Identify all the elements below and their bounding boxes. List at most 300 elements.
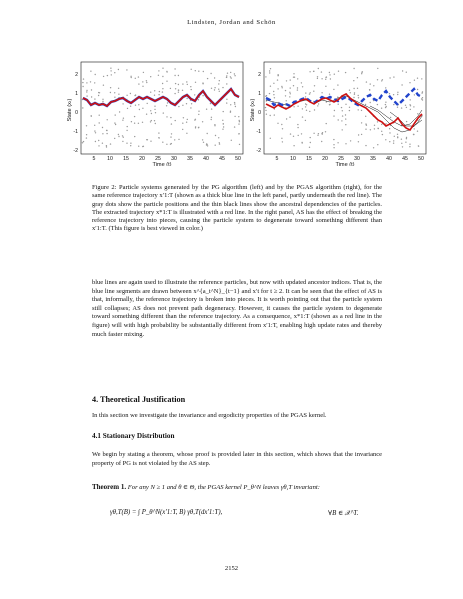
y-tick-labels [256, 72, 261, 154]
particle-dot [394, 136, 395, 137]
particle-dot [122, 141, 123, 142]
particle-dot [273, 91, 274, 92]
particle-dot [146, 114, 147, 115]
particle-dot [142, 81, 143, 82]
particle-dot [110, 143, 111, 144]
particle-dot [142, 86, 143, 87]
particle-dot [206, 143, 207, 144]
particle-dot [131, 121, 132, 122]
particle-dot [417, 89, 418, 90]
subsection-body: We begin by stating a theorem, whose proof is provided later in this section, which shows that the invariance property of PG is not violated by the AS step. [92, 451, 382, 467]
particle-dot [171, 123, 172, 124]
particle-dot [341, 107, 342, 108]
particle-dot [150, 92, 151, 93]
particle-dot [182, 129, 183, 130]
particle-dot [297, 124, 298, 125]
particle-dot [219, 143, 220, 144]
x-axis-label: Time (t) [335, 162, 355, 166]
particle-dot [393, 94, 394, 95]
particle-dot [155, 112, 156, 113]
particle-dot [414, 94, 415, 95]
particle-dot [386, 106, 387, 107]
particle-dot [234, 75, 235, 76]
particle-dot [286, 100, 287, 101]
particle-dot [365, 129, 366, 130]
particle-dot [147, 103, 148, 104]
particle-dot [277, 74, 278, 75]
particle-dot [215, 145, 216, 146]
running-header: Lindsten, Jordan and Schön [187, 19, 276, 26]
particle-dot [111, 74, 112, 75]
particle-dot [94, 98, 95, 99]
particle-dot [194, 94, 195, 95]
subsection-title: 4.1 Stationary Distribution [92, 432, 175, 440]
particle-dot [114, 92, 115, 93]
x-tick-label: 20 [322, 156, 328, 162]
particle-dot [345, 104, 346, 105]
particle-dot [298, 135, 299, 136]
particle-dot [230, 72, 231, 73]
particle-dot [401, 107, 402, 108]
particle-dot [270, 86, 271, 87]
particle-dot [103, 85, 104, 86]
section-intro: In this section we investigate the invariance and ergodicity properties of the PGAS kernel. [92, 412, 327, 419]
particle-dot [130, 93, 131, 94]
particle-dot [333, 144, 334, 145]
particle-dot [138, 83, 139, 84]
particle-dot [146, 82, 147, 83]
particle-dot [313, 71, 314, 72]
equation-main: γθ,T(B) = ∫ P_θ^N(x′1:T, B) γθ,T(dx′1:T), [110, 509, 223, 516]
particle-dot [138, 76, 139, 77]
particle-dot [191, 89, 192, 90]
particle-dot [341, 120, 342, 121]
particle-dot [159, 91, 160, 92]
particle-dot [207, 133, 208, 134]
x-tick-label: 45 [219, 156, 225, 162]
particle-dot [293, 85, 294, 86]
particle-dot [162, 76, 163, 77]
particle-dot [270, 138, 271, 139]
particle-dot [374, 125, 375, 126]
x-tick-label: 25 [338, 156, 344, 162]
particle-dot [286, 118, 287, 119]
particle-dot [282, 141, 283, 142]
particle-dot [206, 109, 207, 110]
particle-dot [370, 102, 371, 103]
particle-dot [103, 76, 104, 77]
particle-dot [270, 68, 271, 69]
y-tick-label: 2 [258, 72, 261, 78]
particle-dot [170, 117, 171, 118]
particle-dot [302, 108, 303, 109]
particle-dot [334, 74, 335, 75]
particle-dot [150, 76, 151, 77]
particle-dot [342, 129, 343, 130]
particle-dot [190, 107, 191, 108]
y-tick-label: -1 [73, 129, 78, 135]
particle-dot [321, 133, 322, 134]
particle-dot [226, 99, 227, 100]
particle-dot [167, 102, 168, 103]
figure-caption-label: Figure 2: [92, 184, 117, 191]
x-tick-label: 5 [275, 156, 279, 162]
particle-dot [202, 83, 203, 84]
particle-dot [358, 109, 359, 110]
particle-dot [202, 95, 203, 96]
particle-dot [182, 105, 183, 106]
particle-dot [166, 81, 167, 82]
particle-dot [401, 84, 402, 85]
particle-dot [350, 92, 351, 93]
particle-dot [118, 69, 119, 70]
particle-dot [321, 71, 322, 72]
particle-dot [289, 117, 290, 118]
particle-dot [239, 144, 240, 145]
particle-dot [385, 139, 386, 140]
particle-dot [126, 130, 127, 131]
particle-dot [98, 95, 99, 96]
particle-dot [211, 108, 212, 109]
particle-dot [114, 97, 115, 98]
particle-dot [413, 106, 414, 107]
particle-dot [282, 87, 283, 88]
x-tick-label: 50 [418, 156, 424, 162]
particle-dot [83, 141, 84, 142]
particle-dot [90, 81, 91, 82]
particle-dot [126, 143, 127, 144]
particle-dot [214, 77, 215, 78]
particle-dot [215, 135, 216, 136]
theorem-text: For any N ≥ 1 and θ ∈ Θ, the PGAS kernel P_θ^N leaves γθ,T invariant: [127, 484, 320, 491]
particle-dot [277, 79, 278, 80]
particle-dot [406, 107, 407, 108]
particle-dot [151, 120, 152, 121]
particle-dot [333, 89, 334, 90]
particle-dot [417, 78, 418, 79]
particle-dot [381, 124, 382, 125]
particle-dot [86, 134, 87, 135]
particle-dot [234, 103, 235, 104]
particle-dot [219, 142, 220, 143]
particle-dot [373, 147, 374, 148]
particle-dot [190, 86, 191, 87]
particle-dot [122, 120, 123, 121]
particle-dot [317, 135, 318, 136]
particle-dot [122, 135, 123, 136]
particle-dot [102, 99, 103, 100]
particle-dot [238, 116, 239, 117]
particle-dot [406, 121, 407, 122]
particle-dot [178, 84, 179, 85]
particle-dot [150, 141, 151, 142]
figure-caption-text: Particle systems generated by the PG algorithm (left) and by the PGAS algorithm (right), for the same reference trajectory x′1:T (shown as a thick blue line in the left panel, partly underneath the red line). The gray dots show the particle positions and the thin black lines show the ancestral dependencies of the particles. The extracted trajectory x*1:T is illustrated with a red line. In the right panel, AS has the effect of breaking the reference trajectory into pieces, causing the particle system to degenerate toward something different than x′1:T. (This figure is best viewed in color.) [92, 184, 382, 233]
particle-dot [223, 111, 224, 112]
particle-dot [377, 68, 378, 69]
particle-dot [219, 80, 220, 81]
particle-dot [118, 134, 119, 135]
particle-dot [309, 93, 310, 94]
particle-dot [290, 79, 291, 80]
particle-dot [175, 120, 176, 121]
particle-dot [330, 78, 331, 79]
particle-dot [277, 123, 278, 124]
particle-dot [239, 120, 240, 121]
particle-dot [98, 145, 99, 146]
particle-dot [321, 78, 322, 79]
particle-dot [410, 109, 411, 110]
particle-dot [126, 69, 127, 70]
particle-dot [102, 133, 103, 134]
x-tick-label: 30 [171, 156, 177, 162]
particle-dot [159, 137, 160, 138]
particle-dot [102, 101, 103, 102]
particle-dot [175, 83, 176, 84]
particle-dot [297, 89, 298, 90]
particle-dot [211, 88, 212, 89]
particle-dot [154, 95, 155, 96]
particle-dot [314, 85, 315, 86]
particle-dot [274, 97, 275, 98]
particle-dot [86, 137, 87, 138]
particle-dot [402, 70, 403, 71]
particle-dot [301, 82, 302, 83]
particle-dot [90, 71, 91, 72]
particle-dot [110, 87, 111, 88]
particle-dot [86, 82, 87, 83]
particle-dot [130, 143, 131, 144]
particle-dot [174, 93, 175, 94]
particle-dot [186, 103, 187, 104]
particle-dot [290, 87, 291, 88]
particle-dot [358, 134, 359, 135]
particle-dot [329, 72, 330, 73]
particle-dot [106, 130, 107, 131]
particle-dot [182, 123, 183, 124]
particle-dot [186, 122, 187, 123]
particle-dot [195, 127, 196, 128]
particle-dot [202, 139, 203, 140]
particle-dot [354, 94, 355, 95]
x-tick-label: 10 [290, 156, 296, 162]
particle-dot [222, 120, 223, 121]
particle-dot [361, 134, 362, 135]
particle-dot [118, 94, 119, 95]
particle-dot [350, 140, 351, 141]
x-tick-label: 10 [107, 156, 113, 162]
figure-panel-right [250, 60, 428, 166]
particle-dot [146, 139, 147, 140]
particle-dot [130, 145, 131, 146]
particle-dot [329, 104, 330, 105]
particle-dot [406, 137, 407, 138]
particle-dot [314, 109, 315, 110]
particle-dot [110, 70, 111, 71]
particle-dot [382, 134, 383, 135]
particle-dot [377, 104, 378, 105]
particle-dot [158, 94, 159, 95]
particle-dot [393, 104, 394, 105]
particle-dot [174, 75, 175, 76]
particle-dot [198, 127, 199, 128]
particle-dot [422, 97, 423, 98]
particle-dot [114, 138, 115, 139]
particle-dot [421, 98, 422, 99]
particle-dot [293, 106, 294, 107]
particle-dot [318, 103, 319, 104]
particle-dot [293, 73, 294, 74]
particle-dot [414, 128, 415, 129]
particle-dot [102, 127, 103, 128]
particle-dot [310, 137, 311, 138]
particle-dot [318, 133, 319, 134]
particle-dot [297, 127, 298, 128]
particle-dot [162, 83, 163, 84]
particle-dot [110, 68, 111, 69]
particle-dot [361, 72, 362, 73]
particle-dot [123, 118, 124, 119]
particle-dot [138, 104, 139, 105]
particle-dot [270, 115, 271, 116]
particle-dot [390, 117, 391, 118]
particle-dot [385, 104, 386, 105]
particle-dot [361, 122, 362, 123]
particle-dot [345, 114, 346, 115]
particle-dot [349, 110, 350, 111]
particle-dot [94, 82, 95, 83]
particle-dot [158, 132, 159, 133]
particle-dot [166, 105, 167, 106]
y-tick-label: 1 [75, 91, 78, 97]
particle-dot [187, 119, 188, 120]
particle-dot [329, 74, 330, 75]
y-axis-label: State (xₜ) [250, 98, 256, 122]
particle-dot [326, 101, 327, 102]
particle-dot [218, 83, 219, 84]
particle-dot [317, 105, 318, 106]
particle-dot [115, 114, 116, 115]
particle-dot [333, 115, 334, 116]
particle-dot [393, 143, 394, 144]
particle-dot [142, 122, 143, 123]
particle-dot [226, 77, 227, 78]
particle-dot [95, 141, 96, 142]
particle-dot [106, 145, 107, 146]
y-axis-label: State (xₜ) [67, 98, 73, 122]
particle-dot [333, 147, 334, 148]
x-axis-label: Time (t) [152, 162, 172, 166]
particle-dot [94, 125, 95, 126]
x-tick-label: 50 [235, 156, 241, 162]
particle-dot [414, 80, 415, 81]
particle-dot [106, 133, 107, 134]
particle-dot [337, 97, 338, 98]
particle-dot [309, 111, 310, 112]
particle-dot [325, 77, 326, 78]
particle-dot [305, 106, 306, 107]
particle-dot [154, 90, 155, 91]
particle-dot [410, 99, 411, 100]
particle-dot [210, 103, 211, 104]
particle-dot [366, 81, 367, 82]
particle-dot [305, 96, 306, 97]
particle-dot [397, 92, 398, 93]
particle-dot [231, 140, 232, 141]
particle-dot [186, 81, 187, 82]
particle-dot [99, 122, 100, 123]
particle-dot [239, 121, 240, 122]
particle-dot [397, 137, 398, 138]
particle-dot [405, 142, 406, 143]
particle-dot [401, 139, 402, 140]
x-tick-label: 40 [203, 156, 209, 162]
x-tick-label: 5 [92, 156, 96, 162]
x-tick-label: 25 [155, 156, 161, 162]
particle-dot [302, 116, 303, 117]
particle-dot [138, 123, 139, 124]
particle-dot [294, 77, 295, 78]
particle-dot [118, 88, 119, 89]
particle-dot [369, 89, 370, 90]
particle-dot [158, 70, 159, 71]
particle-dot [413, 134, 414, 135]
particle-dot [95, 132, 96, 133]
particle-dot [302, 86, 303, 87]
particle-dot [349, 107, 350, 108]
particle-dot [115, 124, 116, 125]
particle-dot [365, 116, 366, 117]
particle-dot [397, 134, 398, 135]
particle-dot [325, 131, 326, 132]
particle-dot [195, 70, 196, 71]
particle-dot [306, 110, 307, 111]
particle-dot [127, 126, 128, 127]
particle-dot [107, 119, 108, 120]
particle-dot [353, 80, 354, 81]
particle-dot [358, 141, 359, 142]
particle-dot [139, 109, 140, 110]
particle-dot [146, 80, 147, 81]
particle-dot [365, 145, 366, 146]
particle-dot [409, 82, 410, 83]
particle-dot [285, 90, 286, 91]
particle-dot [198, 71, 199, 72]
particle-dot [269, 72, 270, 73]
particle-dot [234, 116, 235, 117]
x-tick-label: 30 [354, 156, 360, 162]
particle-dot [389, 128, 390, 129]
particle-dot [357, 88, 358, 89]
particle-dot [138, 146, 139, 147]
particle-dot [154, 120, 155, 121]
particle-dot [318, 68, 319, 69]
x-tick-label: 15 [306, 156, 312, 162]
particle-dot [286, 80, 287, 81]
particle-dot [402, 146, 403, 147]
particle-dot [226, 102, 227, 103]
particle-dot [230, 104, 231, 105]
particle-dot [226, 83, 227, 84]
particle-dot [366, 125, 367, 126]
particle-dot [282, 128, 283, 129]
particle-dot [406, 72, 407, 73]
particle-dot [290, 93, 291, 94]
particle-dot [385, 102, 386, 103]
particle-dot [306, 104, 307, 105]
y-tick-label: 1 [258, 91, 261, 97]
particle-dot [163, 112, 164, 113]
y-tick-label: 2 [75, 72, 78, 78]
